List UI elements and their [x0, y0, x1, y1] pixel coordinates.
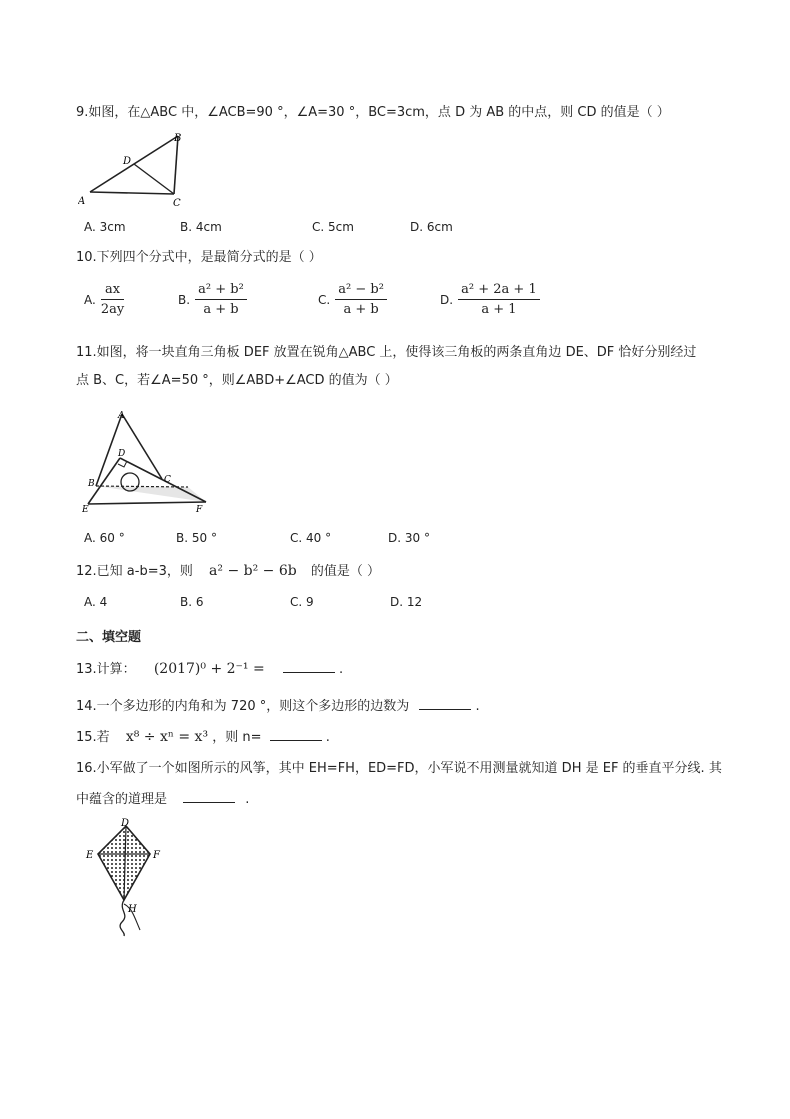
- q10-option-a-label: A.: [84, 293, 96, 307]
- q9-option-c[interactable]: C. 5cm: [312, 220, 354, 234]
- q10-option-d-fraction: [458, 282, 540, 317]
- q10-option-c-label: C.: [318, 293, 331, 307]
- label-d: D: [121, 818, 130, 829]
- q10-option-b-label: B.: [178, 293, 191, 307]
- fraction-numerator: a² + 2a + 1: [458, 282, 540, 300]
- label-a: A: [78, 196, 86, 207]
- right-angle-mark: [118, 461, 127, 467]
- q10-option-c-fraction: [335, 282, 387, 317]
- q9-option-a[interactable]: A. 3cm: [84, 220, 126, 234]
- q12-option-b[interactable]: B. 6: [180, 595, 204, 609]
- label-b: B: [88, 479, 95, 489]
- q13-answer-blank[interactable]: [283, 660, 335, 673]
- q12-suffix: 的值是（ ）: [310, 564, 380, 579]
- label-e: E: [82, 505, 89, 515]
- label-b: B: [174, 133, 182, 144]
- q14-suffix: .: [475, 699, 480, 714]
- q10-option-c[interactable]: [318, 282, 387, 317]
- q12-prefix: 12.已知 a-b=3，则: [76, 564, 193, 579]
- q12-option-a[interactable]: A. 4: [84, 595, 108, 609]
- q11-option-c[interactable]: C. 40 °: [290, 531, 332, 545]
- q12-expression: a² − b² − 6b: [209, 563, 297, 579]
- label-c: C: [173, 198, 181, 208]
- question-16-line-1: 16.小军做了一个如图所示的风筝，其中 EH=FH，ED=FD，小军说不用测量就知道 DH 是 EF 的垂直平分线. 其: [76, 761, 722, 776]
- segment-bc: [174, 136, 178, 194]
- q15-expression: x⁸ ÷ xⁿ = x³: [125, 729, 209, 745]
- q13-suffix: .: [339, 662, 344, 677]
- question-10-text: 10.下列四个分式中，是最简分式的是（ ）: [76, 250, 322, 265]
- section-heading-fill-in: 二、填空题: [76, 630, 142, 645]
- label-f: F: [153, 850, 160, 861]
- segment-cd: [134, 164, 174, 194]
- question-9-figure: [78, 128, 196, 208]
- q12-option-c[interactable]: C. 9: [290, 595, 314, 609]
- label-e: E: [86, 850, 94, 861]
- q9-option-d[interactable]: D. 6cm: [410, 220, 453, 234]
- fraction-numerator: a² − b²: [335, 282, 387, 300]
- q10-option-b-fraction: [195, 282, 247, 317]
- q11-option-d[interactable]: D. 30 °: [388, 531, 430, 545]
- q13-expression: (2017)⁰ + 2⁻¹ =: [153, 661, 265, 677]
- q11-option-a[interactable]: A. 60 °: [84, 531, 125, 545]
- kite-string: [120, 900, 125, 936]
- q10-option-d[interactable]: [440, 282, 540, 317]
- label-f: F: [196, 505, 203, 515]
- fraction-denominator: a + b: [203, 302, 239, 317]
- q15-suffix: .: [325, 730, 330, 745]
- q10-option-a-fraction: [101, 282, 124, 317]
- q15-answer-blank[interactable]: [270, 728, 322, 741]
- q13-prefix: 13.计算：: [76, 662, 136, 677]
- q15-prefix: 15.若: [76, 730, 110, 745]
- label-h: H: [128, 904, 137, 915]
- q10-option-a[interactable]: [84, 282, 124, 317]
- question-15-text: [76, 728, 330, 747]
- question-16-kite-figure: [82, 818, 172, 938]
- label-d: D: [123, 156, 132, 167]
- question-13-text: [76, 660, 343, 679]
- q9-option-b[interactable]: B. 4cm: [180, 220, 222, 234]
- q14-answer-blank[interactable]: [419, 697, 471, 710]
- label-a: A: [118, 411, 125, 421]
- q14-stem: 14.一个多边形的内角和为 720 °，则这个多边形的边数为: [76, 699, 410, 714]
- fraction-numerator: ax: [101, 282, 124, 300]
- fraction-numerator: a² + b²: [195, 282, 247, 300]
- fraction-denominator: a + b: [343, 302, 379, 317]
- question-9-text: 9.如图，在△ABC 中，∠ACB=90 °，∠A=30 °，BC=3cm，点 D 为 AB 的中点，则 CD 的值是（ ）: [76, 105, 670, 120]
- q16-stem: 中蕴含的道理是: [76, 792, 168, 807]
- segment-ac: [90, 192, 174, 194]
- question-12-text: [76, 562, 380, 581]
- question-11-figure: [82, 406, 212, 518]
- fraction-denominator: 2ay: [100, 302, 125, 317]
- label-c: C: [164, 475, 171, 485]
- q16-suffix: .: [245, 792, 250, 807]
- question-11-line-1: 11.如图，将一块直角三角板 DEF 放置在锐角△ABC 上，使得该三角板的两条直角边 DE、DF 恰好分别经过: [76, 345, 697, 360]
- q10-option-b[interactable]: [178, 282, 247, 317]
- fraction-denominator: a + 1: [481, 302, 517, 317]
- question-16-line-2: [76, 790, 249, 809]
- label-d: D: [118, 449, 126, 459]
- q16-answer-blank[interactable]: [183, 790, 235, 803]
- q15-mid: ，则 n=: [212, 730, 262, 745]
- segment-ef: [88, 502, 206, 504]
- question-14-text: [76, 697, 480, 716]
- q10-option-d-label: D.: [440, 293, 454, 307]
- q12-option-d[interactable]: D. 12: [390, 595, 423, 609]
- q11-option-b[interactable]: B. 50 °: [176, 531, 217, 545]
- question-11-line-2: 点 B、C，若∠A=50 °，则∠ABD+∠ACD 的值为（ ）: [76, 373, 398, 388]
